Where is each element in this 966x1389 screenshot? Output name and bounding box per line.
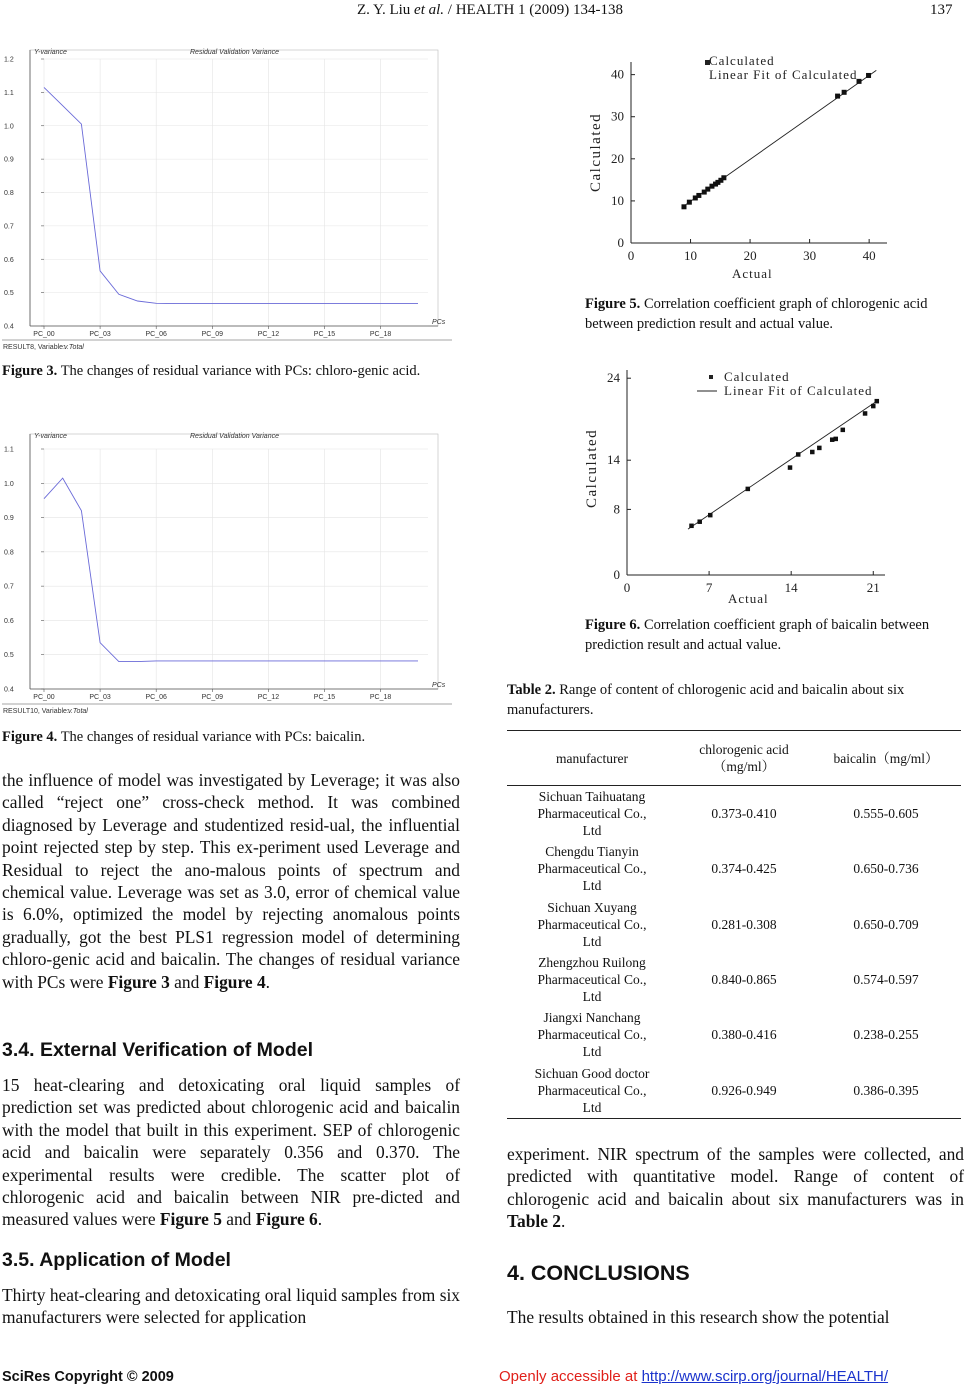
fig5-legend-1: Calculated	[709, 53, 775, 68]
tick-label-y: 0.8	[4, 549, 14, 557]
tick-label-y: 0	[617, 235, 624, 250]
fig5-ylabel: Calculated	[588, 112, 604, 192]
header-etal: et al.	[414, 2, 445, 18]
fig4-y-variance: Y-variance	[34, 433, 67, 440]
table-row	[507, 1062, 961, 1118]
ref-figure-3: Figure 3	[107, 971, 170, 992]
para1-text: the influence of model was investigated by Leverage; it was also called “reject one” cross-check method. It was combined diagnosed by Leverage and studentized resid-ual, the influential point rejected step by step. This ex-periment used Leverage and Residual to reject the ano-malous points of spectrum and chemical value. Leverage was set as 3.0, error of chemical value is 6.0%, optimized the model by rejecting anomalous points gradually, got the best PLS1 regression model of determining chloro-genic acid and baicalin. The changes of residual variance with PCs were	[2, 770, 460, 992]
table-row	[507, 1007, 961, 1062]
right-para1-text: experiment. NIR spectrum of the samples were collected, and predicted with quantitative model. Range of content of chlorogenic acid and baicalin about six manufacturers was in	[507, 1144, 964, 1209]
data-point	[842, 90, 847, 95]
cell-baicalin: 0.650-0.736	[853, 861, 919, 877]
tick-label-y: 1.0	[4, 123, 14, 131]
data-point	[746, 487, 751, 492]
header-authors: Z. Y. Liu	[356, 2, 411, 18]
tick-label-x: PC_18	[369, 694, 392, 701]
ref-figure-6: Figure 6	[255, 1209, 318, 1230]
section-3-5-heading: 3.5. Application of Model	[2, 1249, 231, 1271]
table2-caption-text: Range of content of chlorogenic acid and baicalin about six manufacturers.	[507, 682, 905, 718]
data-point	[810, 450, 815, 455]
fig3-caption-text: The changes of residual variance with PCs: chloro-genic acid.	[60, 363, 421, 379]
tick-label-y: 0.7	[4, 223, 14, 231]
header-journal: / HEALTH 1 (2009) 134-138	[447, 2, 624, 18]
page-number: 137	[930, 2, 953, 18]
tick-label-x: 0	[627, 248, 635, 263]
cell-manufacturer: Zhengzhou Ruilong Pharmaceutical Co., Ltd	[537, 955, 647, 1005]
cell-manufacturer: Sichuan Good doctor Pharmaceutical Co., Ltd	[507, 1062, 677, 1118]
tick-label-x: PC_15	[313, 694, 336, 701]
fig6-ylabel: Calculated	[584, 428, 600, 508]
table-row	[507, 952, 961, 1007]
tick-label-y: 0.8	[4, 190, 14, 197]
tick-label-x: PC_00	[33, 694, 55, 701]
data-point	[696, 193, 701, 198]
word-and-2: and	[226, 1209, 252, 1230]
footer-url-link[interactable]: http://www.scirp.org/journal/HEALTH/	[641, 1368, 889, 1385]
period-3: .	[560, 1211, 566, 1232]
fig3-result-var: v.Total	[64, 344, 84, 351]
tick-label-y: 0.9	[4, 515, 14, 523]
cell-manufacturer: Sichuan Taihuatang Pharmaceutical Co., Ltd	[537, 789, 647, 839]
figure-6-caption	[585, 615, 963, 655]
footer-copyright: SciRes Copyright © 2009	[2, 1369, 174, 1385]
tick-label-x: 21	[866, 580, 880, 595]
table-row	[507, 786, 961, 842]
figure-4-caption	[2, 727, 457, 747]
fig4-result-var: v.Total	[68, 708, 88, 715]
figure-3-plot	[0, 44, 456, 356]
figure-5-plot	[580, 50, 900, 286]
data-point	[721, 175, 726, 180]
tick-label-x: 14	[784, 580, 798, 595]
tick-label-x: PC_09	[201, 694, 224, 701]
cell-manufacturer: Chengdu Tianyin Pharmaceutical Co., Ltd	[537, 844, 647, 894]
cell-chlorogenic: 0.926-0.949	[677, 1062, 811, 1118]
tick-label-y: 40	[611, 66, 624, 82]
data-point	[689, 524, 694, 529]
ref-table-2: Table 2	[507, 1211, 561, 1232]
fig3-caption-label: Figure 3.	[2, 363, 58, 379]
tick-label-y: 14	[607, 452, 620, 468]
tick-label-x: PC_03	[89, 331, 111, 338]
header-baicalin: baicalin（mg/ml）	[811, 731, 961, 786]
tick-label-y: 1.2	[4, 56, 14, 64]
tick-label-y: 24	[607, 370, 620, 386]
tick-label-y: 0.7	[4, 583, 14, 591]
para2-text: 15 heat-clearing and detoxicating oral liquid samples of prediction set was predicted about chlorogenic acid and baicalin with the model that built in this experiment. SEP of chlorogenic acid and baicalin were separately 0.356 and 0.370. The experimental results were credible. The scatter plot of chlorogenic acid and baicalin between NIR pre-dicted and measured values were	[2, 1075, 460, 1230]
tick-label-x: PC_09	[201, 331, 224, 338]
section-3-4-heading: 3.4. External Verification of Model	[2, 1039, 314, 1061]
tick-label-x: PC_18	[369, 331, 392, 338]
body-left-para2	[2, 1074, 460, 1231]
fig6-legend-marker	[709, 375, 713, 379]
fig4-caption-text: The changes of residual variance with PCs: baicalin.	[60, 729, 366, 745]
fig6-caption-text: Correlation coefficient graph of baicalin between prediction result and actual value.	[585, 617, 930, 653]
fig4-pcs-label: PCs	[432, 682, 446, 689]
tick-label-y: 0.4	[4, 686, 14, 694]
fig4-plot-title: Residual Validation Variance	[190, 433, 279, 440]
tick-label-y: 0.6	[4, 256, 14, 264]
data-point	[687, 200, 692, 205]
tick-label-x: PC_03	[89, 694, 111, 701]
fig5-caption-label: Figure 5.	[585, 296, 641, 312]
cell-chlorogenic: 0.840-0.865	[711, 972, 777, 988]
running-header	[290, 2, 690, 19]
body-left-para1	[2, 769, 460, 993]
tick-label-x: 30	[803, 248, 817, 263]
footer-open-access	[499, 1368, 888, 1385]
data-point	[817, 446, 822, 451]
data-point	[835, 94, 840, 99]
data-point	[841, 428, 846, 433]
fig5-xlabel: Actual	[732, 266, 773, 281]
fig4-result-label: RESULT10, Variable:	[3, 708, 69, 715]
cell-chlorogenic: 0.281-0.308	[711, 916, 777, 932]
cell-manufacturer: Sichuan Xuyang Pharmaceutical Co., Ltd	[537, 899, 647, 949]
tick-label-x: 40	[862, 248, 876, 263]
fig6-legend-1: Calculated	[724, 369, 790, 384]
data-point	[708, 513, 713, 518]
figure-6-plot	[580, 364, 900, 608]
figure-4-plot	[0, 428, 456, 718]
body-right-para2: The results obtained in this research show the potential	[507, 1307, 890, 1327]
cell-manufacturer: Jiangxi Nanchang Pharmaceutical Co., Ltd	[537, 1010, 647, 1060]
tick-label-y: 0.5	[4, 290, 14, 298]
ref-figure-4: Figure 4	[203, 971, 266, 992]
data-point	[871, 404, 876, 409]
fig4-caption-label: Figure 4.	[2, 729, 58, 745]
cell-chlorogenic: 0.373-0.410	[711, 806, 777, 822]
fig6-legend-2: Linear Fit of Calculated	[724, 383, 873, 398]
table-header-row	[507, 731, 961, 786]
fig3-result-label: RESULT8, Variable:	[3, 344, 65, 351]
fig5-caption-text: Correlation coefficient graph of chlorogenic acid between prediction result and actual value.	[585, 296, 928, 332]
tick-label-y: 0.9	[4, 156, 14, 164]
tick-label-y: 20	[611, 150, 624, 166]
tick-label-x: PC_15	[313, 331, 336, 338]
tick-label-y: 1.0	[4, 480, 14, 488]
tick-label-y: 0.4	[4, 323, 14, 331]
cell-baicalin: 0.386-0.395	[811, 1062, 961, 1118]
fig6-xlabel: Actual	[728, 591, 769, 606]
tick-label-y: 10	[611, 192, 624, 208]
tick-label-x: PC_12	[257, 694, 280, 701]
figure-5-caption	[585, 294, 963, 334]
fig3-y-variance: Y-variance	[34, 49, 67, 56]
footer-open-access-text: Openly accessible at	[499, 1368, 638, 1385]
header-chlorogenic: chlorogenic acid（mg/ml）	[677, 731, 811, 786]
tick-label-x: 0	[623, 580, 631, 595]
section-4-heading: 4. CONCLUSIONS	[507, 1261, 690, 1285]
cell-baicalin: 0.555-0.605	[853, 806, 919, 822]
table-row	[507, 897, 961, 952]
tick-label-y: 0.5	[4, 652, 14, 660]
tick-label-x: PC_12	[257, 331, 280, 338]
tick-label-y: 0.6	[4, 617, 14, 625]
tick-label-y: 1.1	[4, 89, 14, 97]
tick-label-x: 7	[705, 580, 713, 595]
data-point	[833, 437, 838, 442]
fit-line	[688, 400, 878, 529]
data-point	[788, 465, 793, 470]
data-point	[796, 452, 801, 457]
cell-baicalin: 0.650-0.709	[853, 916, 919, 932]
cell-baicalin: 0.574-0.597	[853, 972, 919, 988]
fig3-pcs-label: PCs	[432, 319, 446, 326]
word-and: and	[174, 971, 200, 992]
table-2	[507, 730, 961, 1119]
cell-baicalin: 0.238-0.255	[853, 1027, 919, 1043]
period: .	[265, 971, 271, 992]
table2-caption-label: Table 2.	[507, 682, 556, 698]
tick-label-x: 20	[743, 248, 757, 263]
cell-chlorogenic: 0.380-0.416	[711, 1027, 777, 1043]
tick-label-x: PC_06	[145, 331, 167, 338]
body-right-para1	[507, 1143, 964, 1233]
tick-label-x: 10	[684, 248, 698, 263]
tick-label-y: 30	[611, 108, 624, 124]
data-point	[866, 73, 871, 78]
table-2-caption	[507, 680, 947, 720]
fig6-caption-label: Figure 6.	[585, 617, 641, 633]
fig3-plot-title: Residual Validation Variance	[190, 49, 279, 56]
data-point	[697, 519, 702, 524]
tick-label-y: 0	[613, 567, 620, 582]
header-manufacturer: manufacturer	[507, 731, 677, 786]
data-point	[875, 399, 880, 404]
ref-figure-5: Figure 5	[159, 1209, 222, 1230]
body-left-para3: Thirty heat-clearing and detoxicating oral liquid samples from six manufacturers were selected for application	[2, 1285, 460, 1328]
figure-3-caption	[2, 361, 452, 381]
tick-label-x: PC_00	[33, 331, 55, 338]
table-row	[507, 841, 961, 896]
tick-label-y: 1.1	[4, 446, 14, 454]
tick-label-y: 8	[613, 501, 620, 517]
cell-chlorogenic: 0.374-0.425	[711, 861, 777, 877]
period-2: .	[317, 1209, 323, 1230]
data-point	[681, 204, 686, 209]
tick-label-x: PC_06	[145, 694, 167, 701]
fig5-legend-2: Linear Fit of Calculated	[709, 67, 858, 82]
data-point	[863, 411, 868, 416]
